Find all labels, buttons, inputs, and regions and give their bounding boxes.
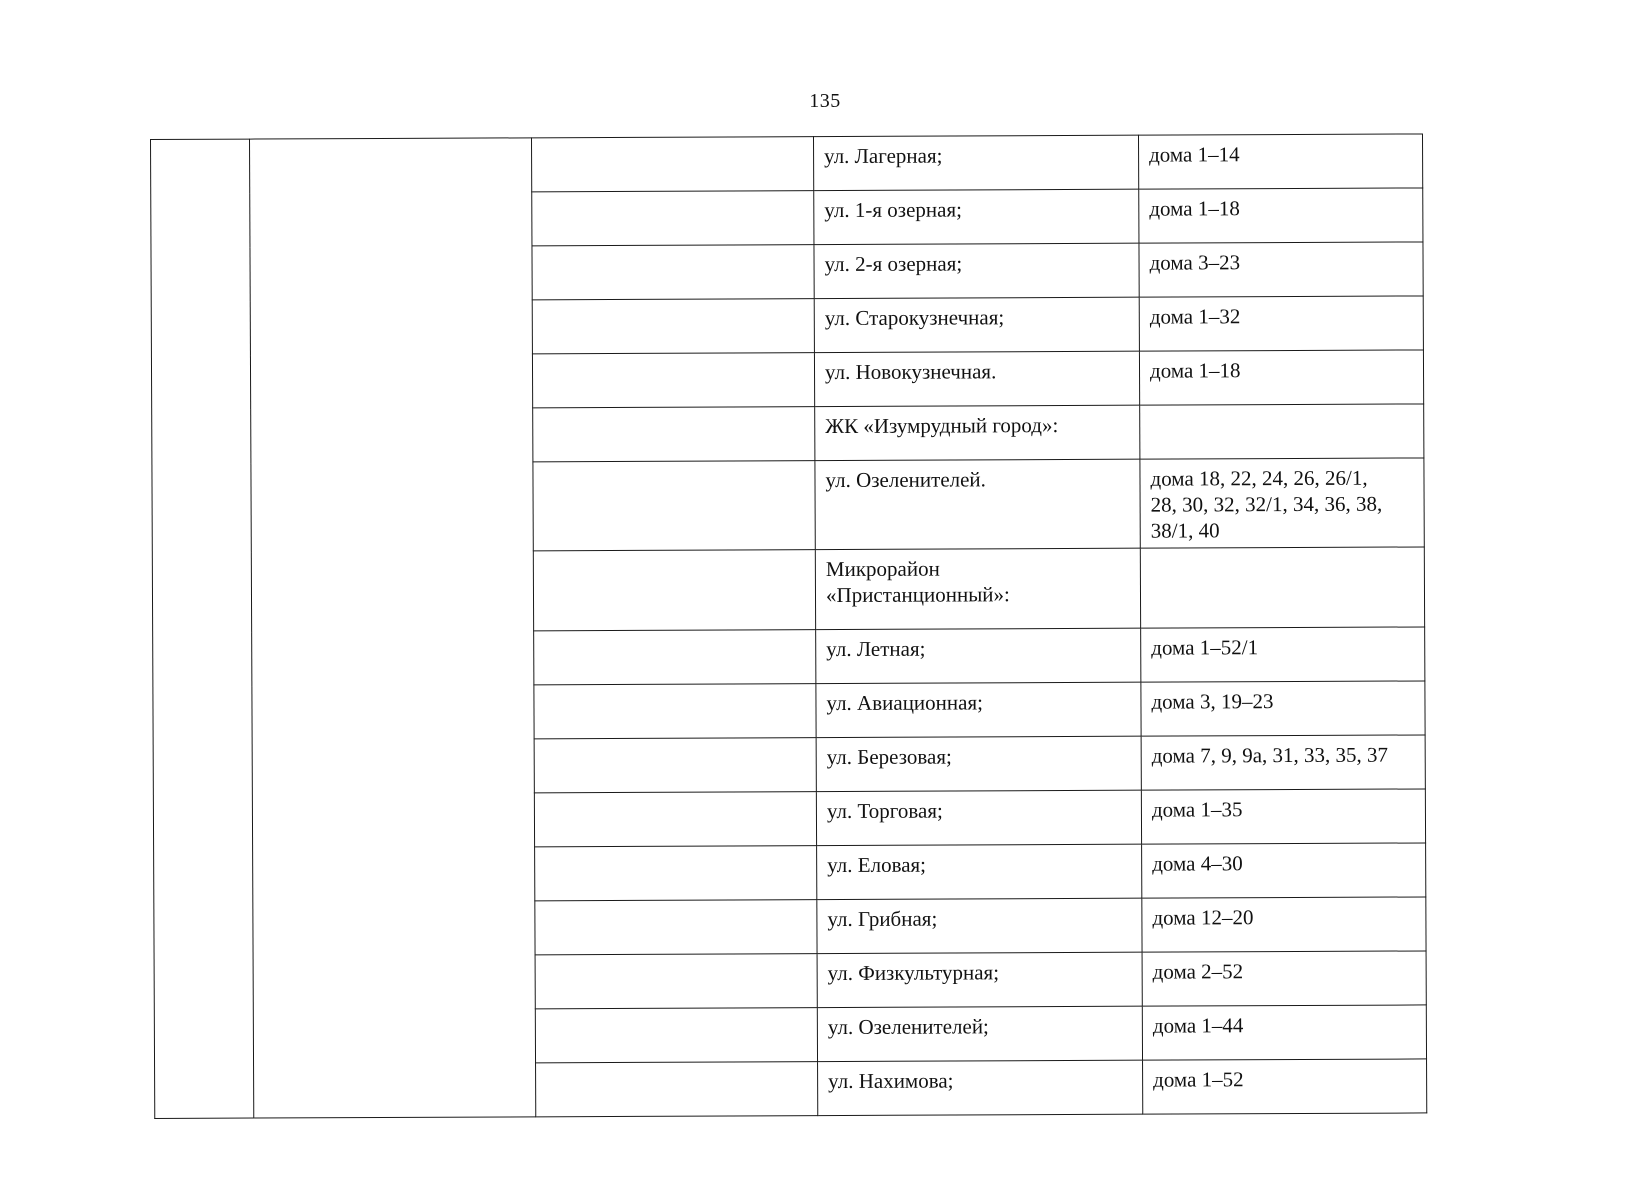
houses-cell: [1141, 627, 1425, 682]
empty-cell: [534, 684, 816, 739]
empty-cell: [534, 738, 816, 793]
houses-cell: [1141, 681, 1425, 736]
street-cell: [814, 297, 1139, 352]
empty-cell: [535, 1008, 817, 1063]
houses-cell: [1141, 789, 1425, 844]
house-numbers: дома 12–20: [1152, 905, 1254, 930]
street-cell: [815, 548, 1140, 629]
street-name: ул. Озеленителей.: [825, 467, 986, 493]
houses-cell: [1140, 547, 1424, 628]
street-cell: [814, 243, 1139, 298]
empty-cell: [531, 137, 813, 192]
empty-cell: [534, 792, 816, 847]
street-name: ул. Березовая;: [826, 744, 952, 770]
house-numbers: дома 3, 19–23: [1151, 689, 1274, 714]
street-cell: [816, 628, 1141, 683]
street-cell: [814, 351, 1139, 406]
street-name: ул. Летная;: [826, 636, 926, 662]
houses-cell: [1139, 188, 1423, 243]
street-name: ул. 1-я озерная;: [824, 197, 963, 223]
empty-cell: [533, 407, 815, 462]
page-number: 135: [809, 90, 841, 112]
empty-cell: [533, 461, 815, 551]
house-numbers: дома 18, 22, 24, 26, 26/1, 28, 30, 32, 32/1, 34, 36, 38, 38/1, 40: [1150, 465, 1383, 543]
empty-cell: [535, 900, 817, 955]
empty-cell: [536, 1062, 818, 1117]
street-cell: [813, 135, 1138, 190]
houses-cell: [1142, 1005, 1426, 1060]
houses-cell: [1142, 951, 1426, 1006]
street-name: ул. Торговая;: [826, 798, 943, 824]
empty-cell: [532, 245, 814, 300]
street-cell: [817, 898, 1142, 953]
houses-cell: [1139, 242, 1423, 297]
street-name: ул. Нахимова;: [828, 1068, 954, 1094]
houses-cell: [1142, 843, 1426, 898]
empty-cell: [534, 630, 816, 685]
houses-cell: [1139, 296, 1423, 351]
house-numbers: [1141, 547, 1424, 558]
address-table-body: [151, 134, 1427, 1119]
number-column-cell: [151, 139, 254, 1118]
houses-cell: [1139, 350, 1423, 405]
address-table: [150, 133, 1427, 1119]
street-name: ул. 2-я озерная;: [824, 251, 963, 277]
house-numbers: дома 2–52: [1152, 959, 1244, 984]
street-cell: [817, 844, 1142, 899]
street-name: Микрорайон «Пристанционный»:: [825, 556, 1010, 608]
street-cell: [815, 459, 1140, 549]
street-cell: [815, 405, 1140, 460]
street-name: ул. Физкультурная;: [827, 960, 1000, 986]
street-name: ул. Лагерная;: [824, 143, 943, 169]
house-numbers: дома 3–23: [1149, 250, 1241, 275]
street-name: ул. Новокузнечная.: [824, 359, 997, 385]
street-name: ул. Авиационная;: [826, 690, 983, 716]
house-numbers: дома 1–18: [1149, 196, 1240, 221]
house-numbers: дома 1–35: [1151, 797, 1243, 822]
empty-cell: [532, 191, 814, 246]
house-numbers: дома 1–52: [1153, 1067, 1244, 1092]
street-name: ул. Еловая;: [827, 852, 927, 878]
house-numbers: дома 1–44: [1152, 1013, 1244, 1038]
street-cell: [817, 952, 1142, 1007]
street-name: ул. Старокузнечная;: [824, 305, 1005, 331]
empty-cell: [532, 353, 814, 408]
empty-cell: [535, 846, 817, 901]
houses-cell: [1140, 404, 1424, 459]
document-table-container: [150, 133, 1421, 1103]
house-numbers: дома 4–30: [1152, 851, 1243, 876]
empty-cell: [533, 550, 815, 631]
houses-cell: [1141, 735, 1425, 790]
street-cell: [816, 790, 1141, 845]
houses-cell: [1143, 1059, 1427, 1114]
street-cell: [817, 1006, 1142, 1061]
houses-cell: [1140, 458, 1424, 548]
street-cell: [816, 682, 1141, 737]
houses-cell: [1142, 897, 1426, 952]
street-name: ЖК «Изумрудный город»:: [825, 413, 1059, 439]
street-name: ул. Грибная;: [827, 906, 938, 932]
street-cell: [814, 189, 1139, 244]
house-numbers: дома 1–18: [1149, 358, 1241, 383]
district-column-cell: [250, 138, 536, 1118]
street-cell: [818, 1060, 1143, 1115]
table-row: [151, 134, 1423, 194]
empty-cell: [535, 954, 817, 1009]
house-numbers: дома 1–52/1: [1151, 635, 1259, 660]
house-numbers: дома 1–32: [1149, 304, 1241, 329]
houses-cell: [1138, 134, 1422, 189]
house-numbers: [1140, 404, 1423, 415]
street-cell: [816, 736, 1141, 791]
house-numbers: дома 1–14: [1149, 142, 1240, 167]
empty-cell: [532, 299, 814, 354]
house-numbers: дома 7, 9, 9а, 31, 33, 35, 37: [1151, 742, 1389, 768]
street-name: ул. Озеленителей;: [827, 1014, 989, 1040]
